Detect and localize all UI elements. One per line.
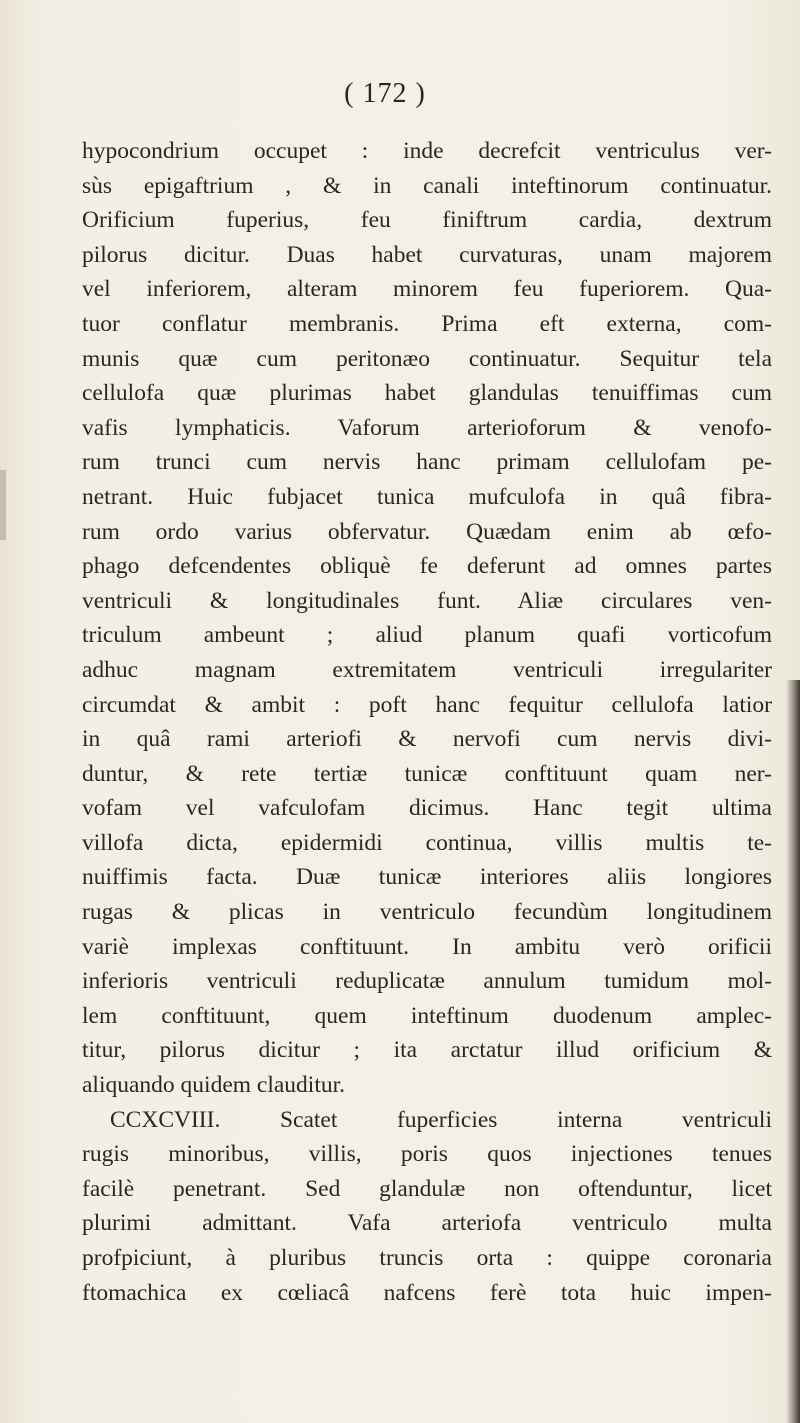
text-line: profpiciunt, à pluribus truncis orta : quippe coronaria — [82, 1245, 772, 1271]
text-line: munis quæ cum peritonæo continuatur. Sequitur tela — [82, 345, 772, 372]
text-line: netrant. Huic fubjacet tunica mufculofa in quâ fibra- — [82, 483, 772, 510]
body-text — [82, 134, 772, 1310]
text-line: ventriculi & longitudinales funt. Aliæ circulares ven- — [82, 587, 772, 614]
text-line: lem conftituunt, quem inteftinum duodenum amplec- — [82, 1002, 772, 1029]
text-line: villofa dicta, epidermidi continua, villis multis te- — [82, 829, 772, 856]
text-line: variè implexas conftituunt. In ambitu verò orificii — [82, 933, 772, 960]
text-line: cellulofa quæ plurimas habet glandulas tenuiffimas cum — [82, 380, 772, 407]
text-line: pilorus dicitur. Duas habet curvaturas, unam majorem — [82, 241, 772, 268]
text-line: rum ordo varius obfervatur. Quædam enim ab œfo- — [82, 518, 772, 545]
text-line: facilè penetrant. Sed glandulæ non oftenduntur, licet — [82, 1175, 772, 1202]
text-line: rugas & plicas in ventriculo fecundùm longitudinem — [82, 899, 772, 926]
section-line: CCXCVIII. Scatet fuperficies interna ventriculi — [110, 1106, 772, 1133]
text-line: hypocondrium occupet : inde decrefcit ventriculus ver- — [82, 138, 772, 164]
page-number: ( 172 ) — [344, 78, 426, 109]
text-line: triculum ambeunt ; aliud planum quafi vorticofum — [82, 622, 772, 649]
text-line: vafis lymphaticis. Vaforum arterioforum & venofo- — [82, 414, 772, 441]
text-line: phago defcendentes obliquè fe deferunt ad omnes partes — [82, 553, 772, 580]
text-line: in quâ rami arteriofi & nervofi cum nervis divi- — [82, 726, 772, 753]
text-line: ftomachica ex cœliacâ nafcens ferè tota huic impen- — [82, 1279, 772, 1306]
text-line: vofam vel vafculofam dicimus. Hanc tegit ultima — [82, 795, 772, 822]
text-line: sùs epigaftrium , & in canali inteftinorum continuatur. — [82, 172, 772, 199]
text-line: rugis minoribus, villis, poris quos injectiones tenues — [82, 1141, 772, 1168]
text-line: aliquando quidem clauditur. — [82, 1072, 346, 1099]
text-line: circumdat & ambit : poft hanc fequitur cellulofa latior — [82, 691, 772, 718]
text-line: titur, pilorus dicitur ; ita arctatur illud orificium & — [82, 1037, 772, 1064]
text-line: tuor conflatur membranis. Prima eft externa, com- — [82, 310, 772, 337]
page-stain — [0, 470, 6, 540]
text-line: nuiffimis facta. Duæ tunicæ interiores aliis longiores — [82, 864, 772, 891]
text-line: adhuc magnam extremitatem ventriculi irregulariter — [82, 656, 772, 683]
text-line: Orificium fuperius, feu finiftrum cardia, dextrum — [82, 207, 772, 234]
text-line: vel inferiorem, alteram minorem feu fuperiorem. Qua- — [82, 276, 772, 303]
page-edge-shadow — [786, 680, 800, 1423]
text-line: rum trunci cum nervis hanc primam cellulofam pe- — [82, 449, 772, 476]
text-line: inferioris ventriculi reduplicatæ annulum tumidum mol- — [82, 968, 772, 995]
text-line: plurimi admittant. Vafa arteriofa ventriculo multa — [82, 1210, 772, 1237]
text-line: duntur, & rete tertiæ tunicæ conftituunt quam ner- — [82, 760, 772, 787]
